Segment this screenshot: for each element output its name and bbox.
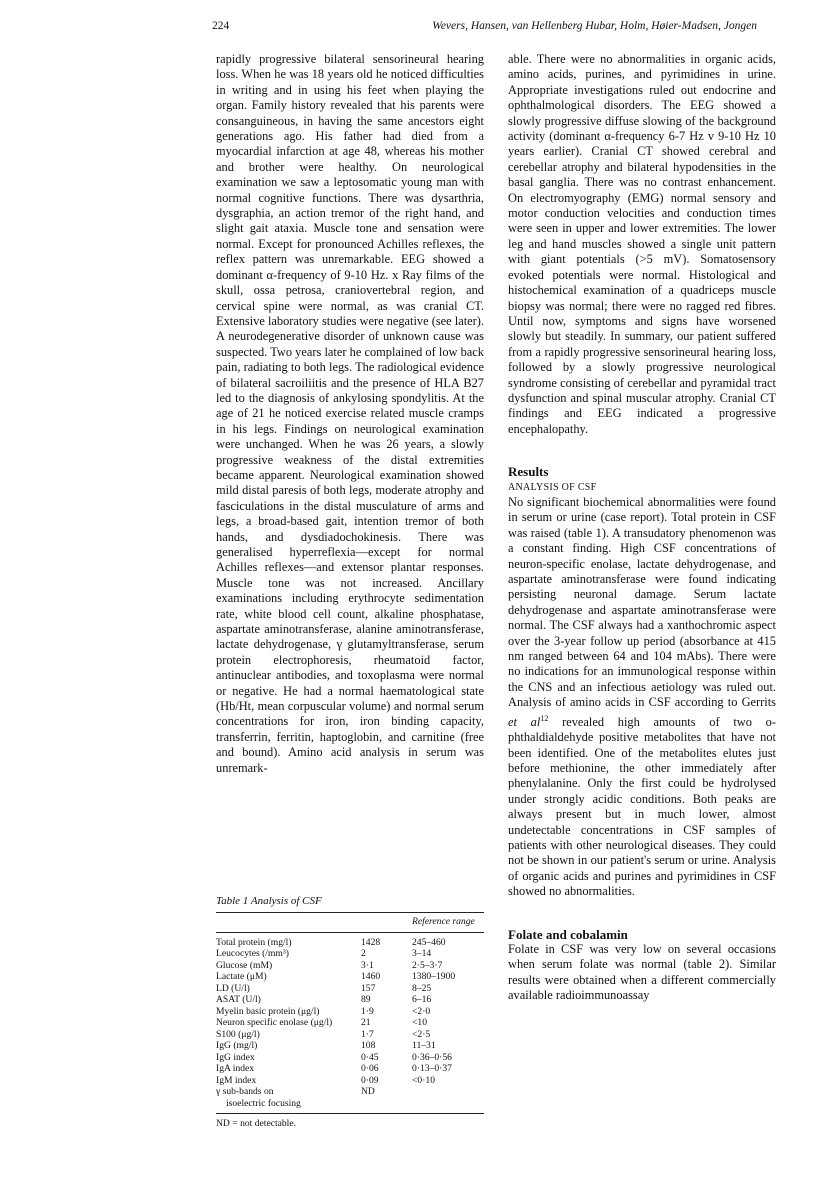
row-reference: <2·0 — [412, 1005, 431, 1017]
citation-number: 12 — [540, 713, 549, 723]
row-label: Myelin basic protein (μg/l) — [216, 1005, 320, 1017]
table-row — [216, 1086, 484, 1098]
csf-table — [216, 913, 484, 1114]
row-label: LD (U/l) — [216, 982, 250, 994]
row-value: 108 — [361, 1040, 376, 1051]
results-heading: Results — [508, 464, 549, 480]
table-caption: Table 1 Analysis of CSF — [216, 895, 322, 907]
row-reference: 2·5–3·7 — [412, 959, 443, 971]
row-label: γ sub-bands on — [216, 1086, 274, 1097]
right-column — [508, 52, 776, 1004]
row-label: IgM index — [216, 1074, 257, 1086]
row-label-continuation: isoelectric focusing — [226, 1097, 301, 1109]
row-value: ND — [361, 1086, 375, 1097]
table-row — [216, 1052, 484, 1064]
table-row — [216, 983, 484, 995]
table-1 — [216, 895, 484, 1129]
table-row — [216, 1063, 484, 1075]
row-value: 157 — [361, 982, 376, 994]
table-row — [216, 1017, 484, 1029]
row-label: Lactate (μM) — [216, 971, 267, 982]
row-reference: 0·13–0·37 — [412, 1063, 452, 1074]
row-label: Neuron specific enolase (μg/l) — [216, 1017, 333, 1028]
results-paragraph — [508, 495, 776, 900]
case-report-continuation: able. There were no abnormalities in organic acids, amino acids, purines, and pyrimidines in urine. Appropriate investigations ruled out endocrine and ophthalmological disorders. The EEG showed a slowly progressive diffuse slowing of the background activity (dominant α-frequency 6-7 Hz v 9-10 Hz 10 years earlier). Cranial CT showed cerebral and cerebellar atrophy and bilateral hypodensities in the basal ganglia. There was no contrast enhancement. On electromyography (EMG) normal sensory and motor conduction velocities and conduction times were seen in upper and lower extremities. The lower leg and hand muscles showed a single unit pattern with giant potentials (>5 mV). Somatosensory evoked potentials were normal. Histological and histochemical examination of a quadriceps muscle biopsy was normal; there were no ragged red fibres. Until now, symptoms and signs have worsened slowly but steadily. In summary, our patient suffered from a rapidly progressive sensorineural hearing loss, followed by a slowly progressive neurological syndrome consisting of cerebellar and pyramidal tract dysfunction and spinal muscular atrophy. Cranial CT findings and EEG indicated a progressive encephalopathy. — [508, 52, 776, 436]
table-row — [216, 960, 484, 972]
row-value: 1428 — [361, 936, 381, 948]
row-value: 21 — [361, 1017, 371, 1028]
row-value: 1460 — [361, 971, 381, 982]
row-reference: 8–25 — [412, 982, 432, 994]
row-value: 0·06 — [361, 1063, 379, 1074]
row-label: IgA index — [216, 1063, 255, 1074]
table-footnote: ND = not detectable. — [216, 1118, 297, 1129]
running-head — [212, 20, 757, 36]
table-row-continuation — [216, 1098, 484, 1110]
row-reference: 0·36–0·56 — [412, 1051, 452, 1063]
results-text-part1: No significant biochemical abnormalities were found in serum or urine (case report). Total protein in CSF was raised (table 1). A transudatory phenomenon was a constant finding. High CSF concentrations of neuron-specific enolase, lactate dehydrogenase, and aspartate aminotransferase were found indicating persisting neuronal damage. Serum lactate dehydrogenase and aspartate aminotransferase were normal. The CSF always had a xanthochromic aspect over the 3-year follow up period (absorbance at 415 nm ranged between 64 and 104 mAbs). There were no indications for an immunological response within the CNS and an infectious aetiology was ruled out. Analysis of amino acids in CSF according to Gerrits — [508, 494, 776, 710]
table-row — [216, 1006, 484, 1018]
results-text-part2: revealed high amounts of two o-phthaldialdehyde positive metabolites that have not been identified. One of the metabolites elutes just before methionine, the other immediately after phenylalanine. Only the first could be hydrolysed under strongly acidic conditions. Both peaks are always present but in much lower, almost undetectable concentrations in CSF samples of patients with other neurological diseases. They could not be shown in our patient's serum or urine. Analysis of organic acids and purines and pyrimidines in CSF showed no abnormalities. — [508, 714, 776, 899]
folate-paragraph: Folate in CSF was very low on several occasions when serum folate was normal (table 2). Similar results were obtained when a different commercially available radioimmunoassay — [508, 942, 776, 1003]
citation-author: et al — [508, 714, 541, 729]
analysis-of-csf-subheading: ANALYSIS OF CSF — [508, 481, 597, 493]
row-value: 1·9 — [361, 1005, 374, 1017]
row-label: IgG index — [216, 1051, 255, 1063]
row-value: 2 — [361, 948, 366, 959]
row-value: 89 — [361, 994, 371, 1005]
row-reference: 1380–1900 — [412, 971, 456, 982]
table-row — [216, 1075, 484, 1087]
table-header-row — [216, 913, 484, 932]
reference-range-header: Reference range — [412, 916, 475, 927]
row-reference — [412, 1086, 484, 1098]
row-reference: <2·5 — [412, 1028, 431, 1040]
table-bottom-rule — [216, 1113, 484, 1114]
case-report-paragraph: rapidly progressive bilateral sensorineural hearing loss. When he was 18 years old he noticed difficulties in writing and in using his feet when playing the organ. Family history revealed that his parents were consanguineous, in having the same ancestors eight generations ago. His father had died from a myocardial infarction at age 48, whereas his mother and brother were healthy. On neurological examination we saw a leptosomatic young man with normal cognitive functions. There was dysarthria, dysgraphia, an action tremor of the right hand, and slight gait ataxia. Muscle tone and sensation were normal. Except for pronounced Achilles reflexes, the reflex pattern was unremarkable. EEG showed a dominant α-frequency of 9-10 Hz. x Ray films of the skull, ossa petrosa, craniovertebral region, and cervical spine were normal, as was cranial CT. Extensive laboratory studies were negative (see later). A neurodegenerative disorder of unknown cause was suspected. Two years later he complained of low back pain, radiating to both legs. The radiological evidence of bilateral sacroiliitis and the presence of HLA B27 led to the diagnosis of ankylosing spondylitis. At the age of 21 he noticed exercise related muscle cramps in his legs. Findings on neurological examination were unchanged. When he was 26 years, a slowly progressive weakness of the distal extremities became apparent. Neurological examination showed mild distal paresis of both legs, moderate atrophy and fasciculations in the distal musculature of arms and legs, a broad-based gait, intention tremor of both hands, and dysdiadochokinesis. There was generalised hyperreflexia—except for normal Achilles reflexes—and extensor plantar responses. Muscle tone was not increased. Ancillary examinations including erythrocyte sedimentation rate, white blood cell count, alkaline phosphatase, aspartate aminotransferase, alanine aminotransferase, lactate dehydrogenase, γ glutamyltransferase, serum protein electrophoresis, rheumatoid factor, antinuclear antibodies, and toxoplasma were normal or negative. He had a normal haematological state (Hb/Ht, mean corpuscular volume) and normal serum concentrations for iron, iron binding capacity, transferrin, ferritin, haptoglobin, and carnitine (free and bound). Amino acid analysis in serum was unremark- — [216, 52, 485, 775]
row-reference: 11–31 — [412, 1040, 436, 1051]
table-row — [216, 937, 484, 949]
row-value: 0·09 — [361, 1074, 379, 1086]
page-number: 224 — [212, 20, 230, 32]
row-reference: 245–460 — [412, 936, 446, 948]
row-reference: 6–16 — [412, 994, 432, 1005]
row-reference: <0·10 — [412, 1074, 435, 1086]
running-head-authors: Wevers, Hansen, van Hellenberg Hubar, Holm, Høier-Madsen, Jongen — [432, 20, 757, 32]
row-value: 3·1 — [361, 959, 374, 971]
row-label: Total protein (mg/l) — [216, 936, 292, 948]
left-column — [216, 52, 484, 776]
row-label: Glucose (mM) — [216, 959, 273, 971]
folate-heading: Folate and cobalamin — [508, 926, 628, 942]
row-value: 0·45 — [361, 1051, 379, 1063]
row-label: S100 (μg/l) — [216, 1028, 260, 1040]
table-row — [216, 1040, 484, 1052]
table-row — [216, 948, 484, 960]
row-label: IgG (mg/l) — [216, 1040, 258, 1051]
row-reference: <10 — [412, 1017, 428, 1028]
table-row — [216, 994, 484, 1006]
row-value: 1·7 — [361, 1028, 374, 1040]
table-row — [216, 971, 484, 983]
row-label: ASAT (U/l) — [216, 994, 261, 1005]
table-row — [216, 1029, 484, 1041]
row-label: Leucocytes (/mm³) — [216, 948, 289, 959]
row-reference: 3–14 — [412, 948, 432, 959]
